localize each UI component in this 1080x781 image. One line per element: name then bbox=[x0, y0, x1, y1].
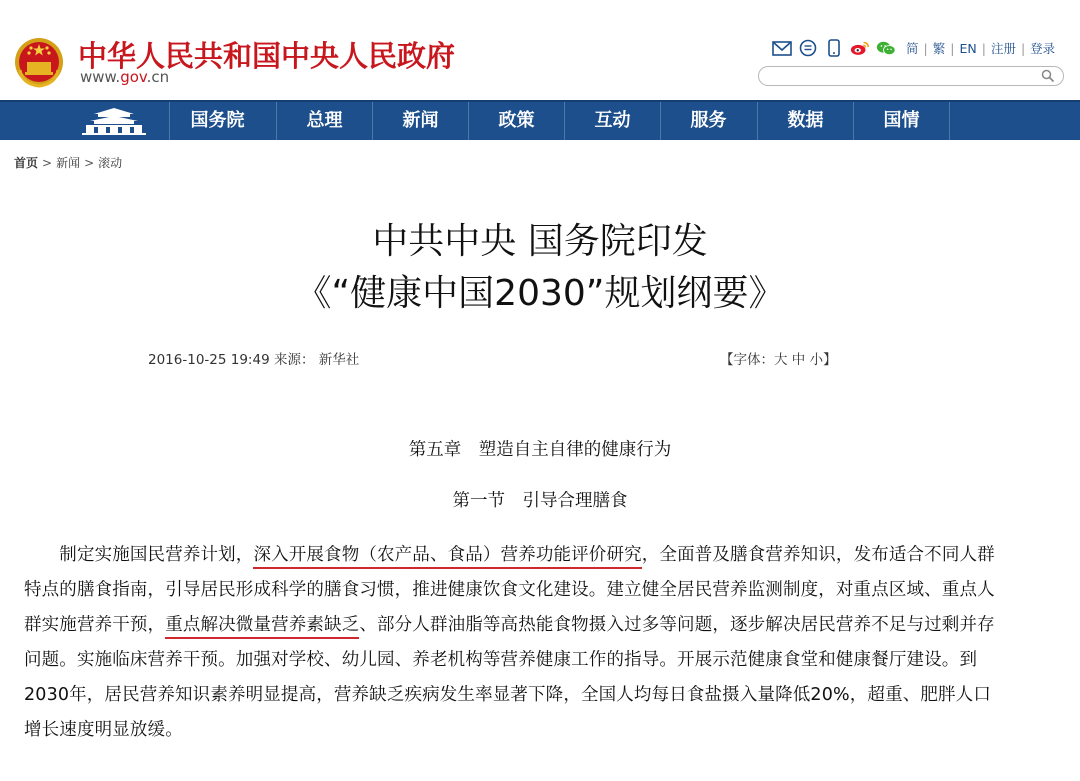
site-title[interactable]: 中华人民共和国中央人民政府 bbox=[78, 39, 456, 73]
source-label: 来源： bbox=[273, 352, 315, 368]
breadcrumb-scroll[interactable]: 滚动 bbox=[98, 156, 123, 170]
chat-icon[interactable] bbox=[798, 39, 818, 57]
nav-item-service[interactable]: 服务 bbox=[660, 102, 756, 140]
nav-item-news[interactable]: 新闻 bbox=[372, 102, 468, 140]
register-link[interactable]: 注册 bbox=[990, 41, 1016, 56]
chevron-right-icon: > bbox=[84, 156, 95, 170]
source-name: 新华社 bbox=[318, 352, 360, 368]
weibo-icon[interactable] bbox=[850, 39, 870, 57]
article-title-line1: 中共中央 国务院印发 bbox=[372, 221, 708, 262]
mobile-icon[interactable] bbox=[824, 39, 844, 57]
publish-date: 2016-10-25 19:49 bbox=[148, 352, 270, 368]
article-line bbox=[24, 646, 977, 671]
nav-home[interactable] bbox=[68, 104, 160, 138]
article-title-line2: 《“健康中国2030”规划纲要》 bbox=[295, 273, 785, 314]
article-line bbox=[24, 541, 995, 566]
site-url-suffix: .cn bbox=[146, 68, 170, 86]
tiananmen-icon bbox=[80, 106, 148, 136]
simplified-chinese-link[interactable]: 简 bbox=[906, 41, 919, 56]
text-span: 增长速度明显放缓。 bbox=[24, 720, 183, 740]
chevron-right-icon: > bbox=[42, 156, 53, 170]
nav-item-premier[interactable]: 总理 bbox=[276, 102, 372, 140]
nav-item-state-council[interactable]: 国务院 bbox=[169, 102, 265, 140]
nav-item-interaction[interactable]: 互动 bbox=[564, 102, 660, 140]
english-link[interactable]: EN bbox=[959, 40, 977, 56]
article-meta bbox=[148, 348, 359, 368]
text-span: 2030年，居民营养知识素养明显提高，营养缺乏疾病发生率显著下降，全国人均每日食盐摄入量降低20%，超重、肥胖人口 bbox=[24, 685, 991, 705]
article-line bbox=[24, 716, 183, 741]
text-span: 群实施营养干预， bbox=[24, 615, 166, 635]
font-size-control[interactable]: 【字体：大 中 小】 bbox=[720, 352, 837, 368]
section-heading: 第一节 引导合理膳食 bbox=[452, 491, 628, 511]
site-url-prefix: www. bbox=[80, 68, 121, 86]
header-tools bbox=[772, 38, 1055, 58]
main-nav bbox=[0, 100, 1080, 140]
national-emblem-icon[interactable] bbox=[14, 36, 64, 88]
underlined-text: 重点解决微量营养素缺乏 bbox=[165, 615, 359, 639]
mail-icon[interactable] bbox=[772, 39, 792, 57]
traditional-chinese-link[interactable]: 繁 bbox=[932, 41, 946, 56]
breadcrumb-home[interactable]: 首页 bbox=[14, 156, 39, 170]
article-line bbox=[24, 576, 995, 601]
link-separator: | bbox=[923, 40, 928, 56]
link-separator: | bbox=[981, 40, 986, 56]
underlined-text: 深入开展食物（农产品、食品）营养功能评价研究 bbox=[253, 545, 641, 569]
site-header bbox=[0, 0, 1080, 100]
breadcrumb-news[interactable]: 新闻 bbox=[56, 156, 81, 170]
link-separator: | bbox=[950, 40, 955, 56]
search-box bbox=[758, 66, 1064, 86]
text-span: ，全面普及膳食营养知识，发布适合不同人群 bbox=[641, 545, 995, 565]
text-span: 制定实施国民营养计划， bbox=[24, 545, 254, 565]
search-icon[interactable] bbox=[1041, 69, 1055, 83]
breadcrumb bbox=[14, 154, 122, 171]
login-link[interactable]: 登录 bbox=[1030, 41, 1056, 56]
header-links bbox=[906, 39, 1055, 57]
text-span: 特点的膳食指南，引导居民形成科学的膳食习惯，推进健康饮食文化建设。建立健全居民营养监测制度，对重点区域、重点人 bbox=[24, 580, 995, 600]
article-line bbox=[24, 681, 991, 706]
wechat-icon[interactable] bbox=[876, 39, 896, 57]
nav-item-policy[interactable]: 政策 bbox=[468, 102, 564, 140]
text-span: 问题。实施临床营养干预。加强对学校、幼儿园、养老机构等营养健康工作的指导。开展示范健康食堂和健康餐厅建设。到 bbox=[24, 650, 978, 670]
site-url-brand: gov bbox=[120, 68, 147, 86]
site-url[interactable] bbox=[80, 68, 169, 86]
link-separator: | bbox=[1020, 40, 1026, 56]
chapter-heading: 第五章 塑造自主自律的健康行为 bbox=[408, 440, 672, 460]
search-input[interactable] bbox=[769, 68, 1043, 88]
nav-item-data[interactable]: 数据 bbox=[757, 102, 853, 140]
article-line bbox=[24, 611, 995, 636]
nav-item-national-info[interactable]: 国情 bbox=[853, 102, 950, 140]
text-span: 、部分人群油脂等高热能食物摄入过多等问题，逐步解决居民营养不足与过剩并存 bbox=[359, 615, 995, 635]
